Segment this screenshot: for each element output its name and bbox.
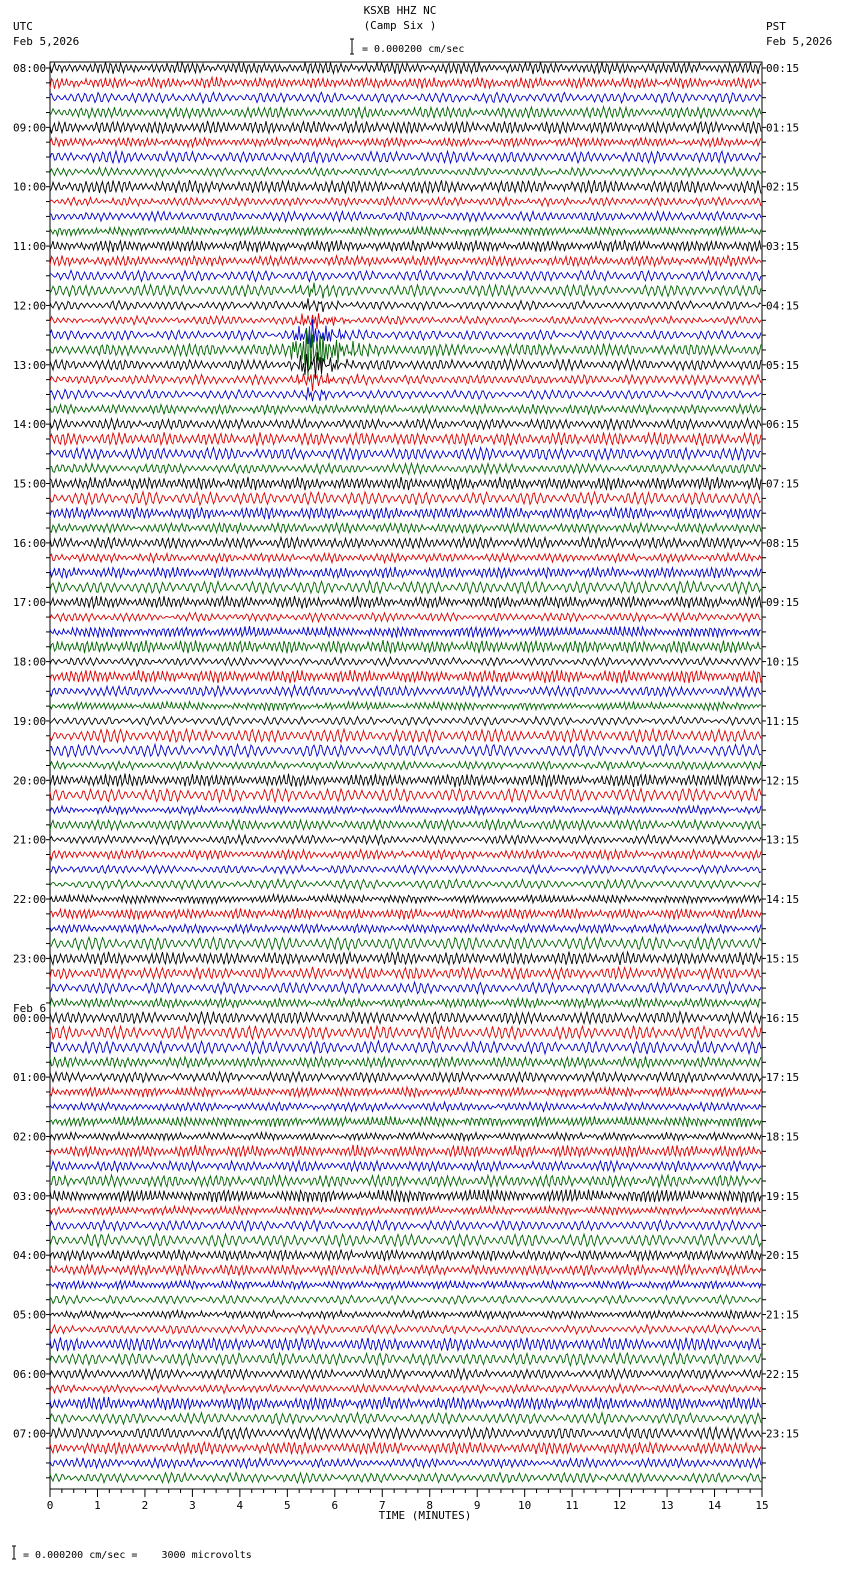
x-tick-label: 15 [755, 1499, 769, 1512]
seismic-trace [50, 1189, 761, 1202]
seismic-trace [50, 226, 761, 236]
seismic-trace [50, 686, 761, 697]
seismic-trace [50, 982, 761, 994]
seismic-trace [50, 702, 761, 711]
seismic-trace [50, 62, 761, 74]
utc-hour-label: 10:00 [13, 180, 47, 194]
pst-hour-label: 13:15 [766, 833, 800, 847]
seismic-trace [50, 1220, 761, 1231]
footer-scale-note: = 0.000200 cm/sec = 3000 microvolts [23, 1550, 252, 1561]
pst-hour-label: 17:15 [766, 1071, 800, 1085]
seismic-trace [50, 319, 761, 347]
pst-hour-label: 09:15 [766, 596, 800, 610]
x-tick-label: 11 [565, 1499, 579, 1512]
seismic-trace [50, 729, 761, 743]
x-tick-label: 6 [331, 1499, 339, 1512]
x-tick-label: 8 [426, 1499, 434, 1512]
x-tick-label: 14 [707, 1499, 722, 1512]
x-tick-label: 13 [660, 1499, 674, 1512]
utc-hour-label: 22:00 [13, 893, 47, 907]
seismic-trace [50, 419, 761, 430]
utc-hour-label: 02:00 [13, 1130, 47, 1144]
seismic-trace [50, 894, 761, 903]
seismic-trace [50, 1072, 761, 1083]
seismic-trace [50, 640, 761, 654]
seismic-trace [50, 998, 761, 1008]
utc-hour-label: 13:00 [13, 358, 47, 372]
seismic-trace [50, 477, 761, 490]
utc-hour-label: 01:00 [13, 1071, 47, 1085]
pst-hour-label: 11:15 [766, 714, 800, 728]
seismic-trace [50, 1057, 761, 1069]
seismic-trace [50, 806, 761, 815]
pst-hour-label: 15:15 [766, 952, 800, 966]
utc-hour-label: 18:00 [13, 655, 47, 669]
seismic-trace [50, 1427, 761, 1439]
x-tick-label: 4 [236, 1499, 244, 1512]
pst-hour-label: 05:15 [766, 358, 800, 372]
scale-label: = 0.000200 cm/sec [362, 44, 465, 55]
seismic-trace [50, 937, 761, 949]
seismic-trace [50, 151, 761, 163]
seismic-trace [50, 1413, 761, 1425]
seismic-trace [50, 657, 761, 666]
utc-hour-label: 16:00 [13, 536, 47, 550]
pst-hour-label: 04:15 [766, 299, 800, 313]
seismic-trace [50, 387, 761, 401]
seismic-trace [50, 448, 761, 461]
seismic-trace [50, 211, 761, 221]
seismic-trace [50, 924, 761, 933]
utc-hour-label: 00:00 [13, 1011, 47, 1025]
seismic-trace [50, 373, 761, 391]
x-tick-label: 5 [284, 1499, 291, 1512]
utc-hour-label: 03:00 [13, 1189, 47, 1203]
seismic-trace [50, 1026, 761, 1040]
pst-hour-label: 08:15 [766, 536, 800, 550]
seismic-trace [50, 1012, 761, 1024]
utc-hour-label: 08:00 [13, 62, 47, 75]
utc-hour-label: 07:00 [13, 1427, 47, 1441]
seismic-trace [50, 404, 761, 414]
x-tick-label: 0 [46, 1499, 54, 1512]
x-tick-label: 12 [612, 1499, 627, 1512]
pst-hour-label: 02:15 [766, 180, 800, 194]
pst-hour-label: 23:15 [766, 1427, 800, 1441]
seismic-trace [50, 596, 761, 609]
utc-hour-label: 19:00 [13, 714, 47, 728]
seismic-trace [50, 1249, 761, 1261]
utc-hour-label: 06:00 [13, 1367, 47, 1381]
x-tick-label: 3 [189, 1499, 196, 1512]
utc-hour-label: 23:00 [13, 952, 47, 966]
seismic-trace [50, 432, 761, 446]
pst-hour-label: 00:15 [766, 62, 800, 75]
seismic-trace [50, 240, 761, 252]
utc-hour-label: 09:00 [13, 121, 47, 135]
seismic-trace [50, 92, 761, 103]
seismic-trace [50, 352, 761, 378]
seismic-trace [50, 1458, 761, 1468]
seismic-trace [50, 1325, 761, 1334]
x-tick-label: 1 [94, 1499, 101, 1512]
x-tick-label: 10 [518, 1499, 532, 1512]
utc-hour-label: 20:00 [13, 774, 47, 788]
seismic-trace [50, 270, 761, 281]
seismic-trace [50, 774, 761, 788]
seismic-trace [50, 523, 761, 534]
left-timezone: UTC [13, 20, 33, 33]
utc-hour-label: 15:00 [13, 477, 47, 491]
pst-hour-label: 22:15 [766, 1367, 800, 1381]
pst-hour-label: 18:15 [766, 1130, 800, 1144]
seismic-trace [50, 1397, 761, 1410]
left-date: Feb 5,2026 [13, 35, 80, 48]
seismic-trace [50, 1087, 761, 1097]
seismic-trace [50, 463, 761, 474]
seismic-trace [50, 107, 761, 119]
seismic-trace [50, 1041, 761, 1054]
seismic-trace [50, 197, 761, 206]
pst-hour-label: 03:15 [766, 240, 800, 254]
pst-hour-label: 16:15 [766, 1011, 800, 1025]
seismic-trace [50, 761, 761, 770]
seismic-trace [50, 908, 761, 920]
utc-hour-label: 05:00 [13, 1308, 47, 1322]
right-timezone: PST [766, 20, 786, 33]
seismic-trace [50, 167, 761, 176]
x-tick-label: 2 [141, 1499, 149, 1512]
seismic-trace [50, 553, 761, 563]
pst-hour-label: 01:15 [766, 121, 800, 135]
seismic-trace [50, 670, 761, 683]
x-axis-label: TIME (MINUTES) [378, 1509, 472, 1522]
seismic-trace [50, 1116, 761, 1127]
seismic-trace [50, 626, 761, 638]
seismic-trace [50, 1264, 761, 1276]
seismic-trace [50, 1473, 761, 1483]
seismic-trace [50, 879, 761, 889]
station-location: (Camp Six ) [363, 19, 437, 32]
seismic-trace [50, 581, 761, 594]
seismic-trace [50, 1206, 761, 1215]
seismic-trace [50, 788, 761, 802]
seismic-trace [50, 613, 761, 622]
pst-hour-label: 10:15 [766, 655, 800, 669]
seismic-trace [50, 820, 761, 831]
seismic-trace [50, 256, 761, 267]
seismic-trace [50, 507, 761, 519]
seismic-trace [50, 121, 761, 134]
seismic-trace [50, 283, 761, 299]
seismic-trace [50, 1310, 761, 1319]
seismic-trace [50, 1384, 761, 1393]
seismic-trace [50, 967, 761, 980]
seismic-trace [50, 567, 761, 579]
x-tick-label: 7 [378, 1499, 386, 1512]
seismic-trace [50, 1234, 761, 1247]
seismic-trace [50, 1338, 761, 1352]
seismic-trace [50, 537, 761, 549]
seismic-trace [50, 835, 761, 845]
seismic-trace [50, 1442, 761, 1455]
seismic-trace [50, 1280, 761, 1289]
pst-hour-label: 12:15 [766, 774, 800, 788]
seismic-trace [50, 1102, 761, 1111]
seismic-trace [50, 1145, 761, 1158]
utc-hour-label: 21:00 [13, 833, 47, 847]
seismic-trace [50, 1175, 761, 1187]
seismic-trace [50, 1353, 761, 1366]
utc-hour-label: 12:00 [13, 299, 47, 313]
utc-hour-label: 14:00 [13, 418, 47, 432]
seismic-trace [50, 1369, 761, 1380]
pst-hour-label: 14:15 [766, 893, 800, 907]
x-tick-label: 9 [473, 1499, 481, 1512]
utc-hour-label: 17:00 [13, 596, 47, 610]
seismic-trace [50, 744, 761, 757]
seismic-trace [50, 865, 761, 874]
date-change-label: Feb 6 [13, 1002, 47, 1015]
seismic-trace [50, 850, 761, 860]
seismic-trace [50, 137, 761, 147]
seismic-trace [50, 77, 761, 89]
seismic-trace [50, 1161, 761, 1172]
seismic-trace [50, 1132, 761, 1141]
pst-hour-label: 19:15 [766, 1189, 800, 1203]
pst-hour-label: 21:15 [766, 1308, 800, 1322]
seismic-trace [50, 492, 761, 505]
seismic-trace [50, 952, 761, 965]
right-date: Feb 5,2026 [766, 35, 833, 48]
pst-hour-label: 20:15 [766, 1249, 800, 1263]
seismic-trace [50, 1295, 761, 1304]
seismic-trace [50, 313, 761, 329]
utc-hour-label: 11:00 [13, 240, 47, 254]
seismic-trace [50, 180, 761, 193]
seismic-trace [50, 298, 761, 312]
station-title: KSXB HHZ NC [363, 4, 437, 17]
utc-hour-label: 04:00 [13, 1249, 47, 1263]
pst-hour-label: 06:15 [766, 418, 800, 432]
seismic-trace [50, 717, 761, 726]
pst-hour-label: 07:15 [766, 477, 800, 491]
